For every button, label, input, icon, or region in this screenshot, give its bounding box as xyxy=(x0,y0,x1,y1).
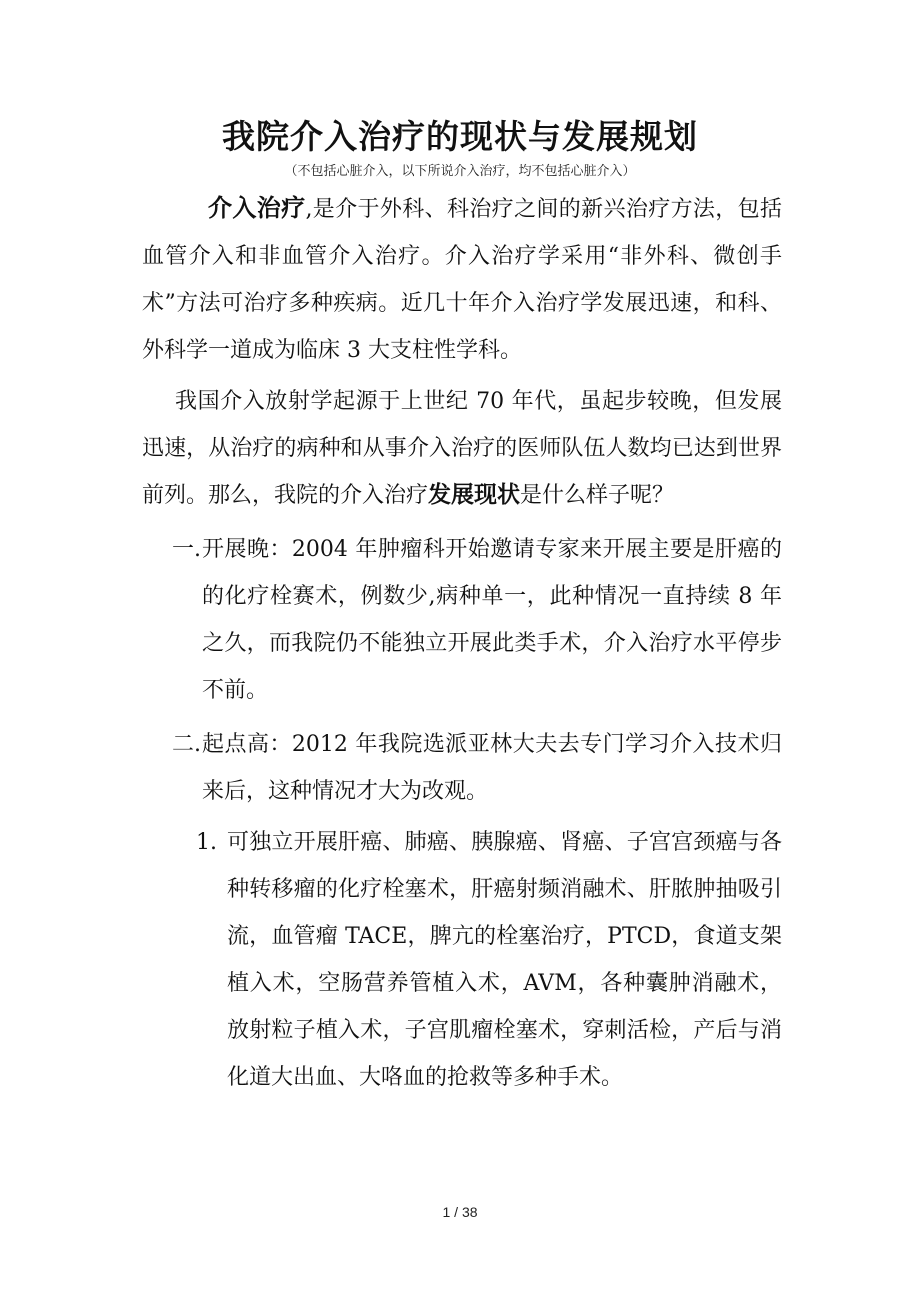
sub-list-item xyxy=(142,819,782,1101)
status-paragraph xyxy=(142,378,782,519)
list-item xyxy=(142,526,782,714)
intro-text: ,是介于外科、科治疗之间的新兴治疗方法，包括血管介入和非血管介入治疗。介入治疗学采用“非外科、微创手术”方法可治疗多种疾病。近几十年介入治疗学发展迅速，和科、外科学一道成为临床 3 大支柱性学科。 xyxy=(142,197,783,363)
page-number: 1 / 38 xyxy=(442,1204,478,1220)
list-item-text: 起点高：2012 年我院选派亚林大夫去专门学习介入技术归来后，这种情况才大为改观。 xyxy=(202,732,782,804)
document-subtitle: （不包括心脏介入，以下所说介入治疗，均不包括心脏介入） xyxy=(284,164,636,179)
document-body xyxy=(142,185,782,1101)
list-item-number: 一. xyxy=(172,537,201,562)
status-text-before: 我国介入放射学起源于上世纪 70 年代，虽起步较晚，但发展迅速，从治疗的病种和从事介入治疗的医师队伍人数均已达到世界前列。那么，我院的介入治疗 xyxy=(142,389,782,508)
sub-list-item-text: 可独立开展肝癌、肺癌、胰腺癌、肾癌、子宫宫颈癌与各种转移瘤的化疗栓塞术，肝癌射频消融术、肝脓肿抽吸引流，血管瘤 TACE，脾亢的栓塞治疗，PTCD，食道支架植入术，空肠营养管植入术，AVM，各种囊肿消融术，放射粒子植入术，子宫肌瘤栓塞术，穿刺活检，产后与消化道大出血、大咯血的抢救等多种手术。 xyxy=(227,830,782,1090)
intro-lead-term: 介入治疗 xyxy=(208,194,306,222)
status-highlight: 发展现状 xyxy=(428,482,521,508)
list-item-text: 开展晚：2004 年肿瘤科开始邀请专家来开展主要是肝癌的的化疗栓赛术，例数少,病种单一，此种情况一直持续 8 年之久，而我院仍不能独立开展此类手术，介入治疗水平停步不前。 xyxy=(202,537,782,703)
intro-paragraph xyxy=(142,185,782,374)
status-text-after: 是什么样子呢？ xyxy=(520,483,675,508)
list-item-number: 二. xyxy=(172,732,201,757)
list-item xyxy=(142,721,782,815)
document-title: 我院介入治疗的现状与发展规划 xyxy=(222,117,698,156)
sub-list-item-number: 1. xyxy=(196,830,217,855)
